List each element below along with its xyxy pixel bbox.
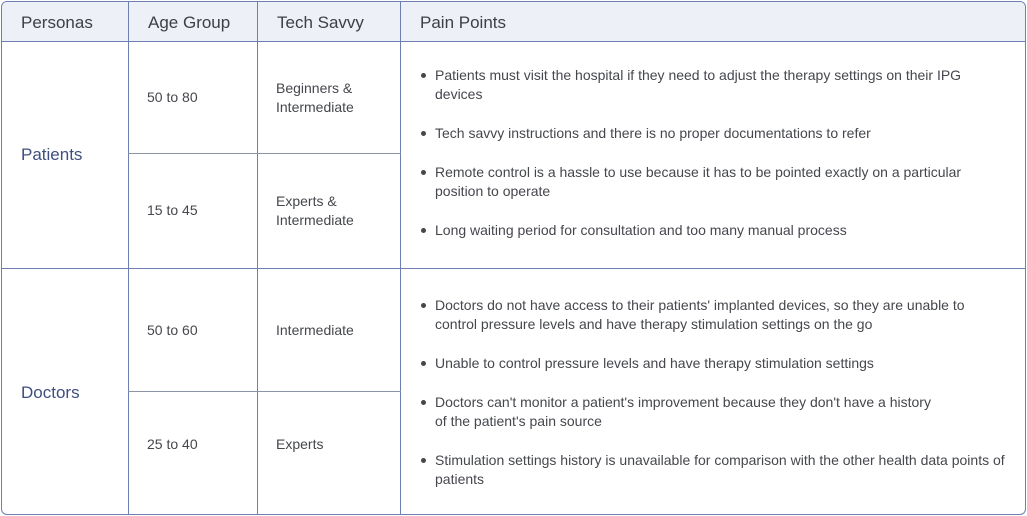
pain-points-list-doctors: [402, 296, 1026, 509]
bullet-icon: [421, 131, 426, 136]
tech-savvy-cell: Experts: [276, 435, 324, 452]
pain-point-item: Unable to control pressure levels and have therapy stimulation settings: [421, 354, 1006, 373]
age-group-cell: 50 to 60: [147, 321, 198, 338]
persona-patients: Patients: [21, 145, 83, 164]
header-personas: Personas: [21, 13, 93, 32]
pain-points-list-patients: [402, 66, 1026, 260]
table-header: [2, 2, 1025, 42]
header-pain-points: Pain Points: [420, 13, 506, 32]
age-group-cell: 15 to 45: [147, 202, 198, 218]
bullet-icon: [421, 400, 426, 405]
bullet-icon: [421, 361, 426, 366]
tech-savvy-cell: Beginners & Intermediate: [276, 79, 354, 115]
bullet-icon: [421, 170, 426, 175]
age-group-cell: 25 to 40: [147, 435, 198, 452]
pain-point-item: Long waiting period for consultation and too many manual process: [421, 221, 1006, 240]
bullet-icon: [421, 73, 426, 78]
persona-table: [1, 1, 1026, 515]
bullet-icon: [421, 228, 426, 233]
pain-point-item: Patients must visit the hospital if they need to adjust the therapy settings on their IPG devices: [421, 66, 1006, 104]
column-divider: [400, 2, 401, 515]
bullet-icon: [421, 303, 426, 308]
pain-point-item: Tech savvy instructions and there is no proper documentations to refer: [421, 124, 1006, 143]
persona-doctors: Doctors: [21, 382, 80, 402]
pain-point-item: Doctors do not have access to their patients' implanted devices, so they are unable to control pressure levels and have therapy stimulation settings on the go: [421, 296, 1006, 334]
pain-point-item: Doctors can't monitor a patient's improvement because they don't have a history of the patient's pain source: [421, 393, 1006, 431]
pain-point-item: Remote control is a hassle to use because it has to be pointed exactly on a particular position to operate: [421, 163, 1006, 201]
pain-point-item: Stimulation settings history is unavailable for comparison with the other health data points of patients: [421, 451, 1006, 489]
age-group-cell: 50 to 80: [147, 89, 198, 105]
bullet-icon: [421, 458, 426, 463]
tech-savvy-cell: Experts & Intermediate: [276, 192, 354, 228]
header-tech-savvy: Tech Savvy: [277, 13, 364, 32]
tech-savvy-cell: Intermediate: [276, 321, 354, 338]
header-age-group: Age Group: [148, 13, 231, 32]
